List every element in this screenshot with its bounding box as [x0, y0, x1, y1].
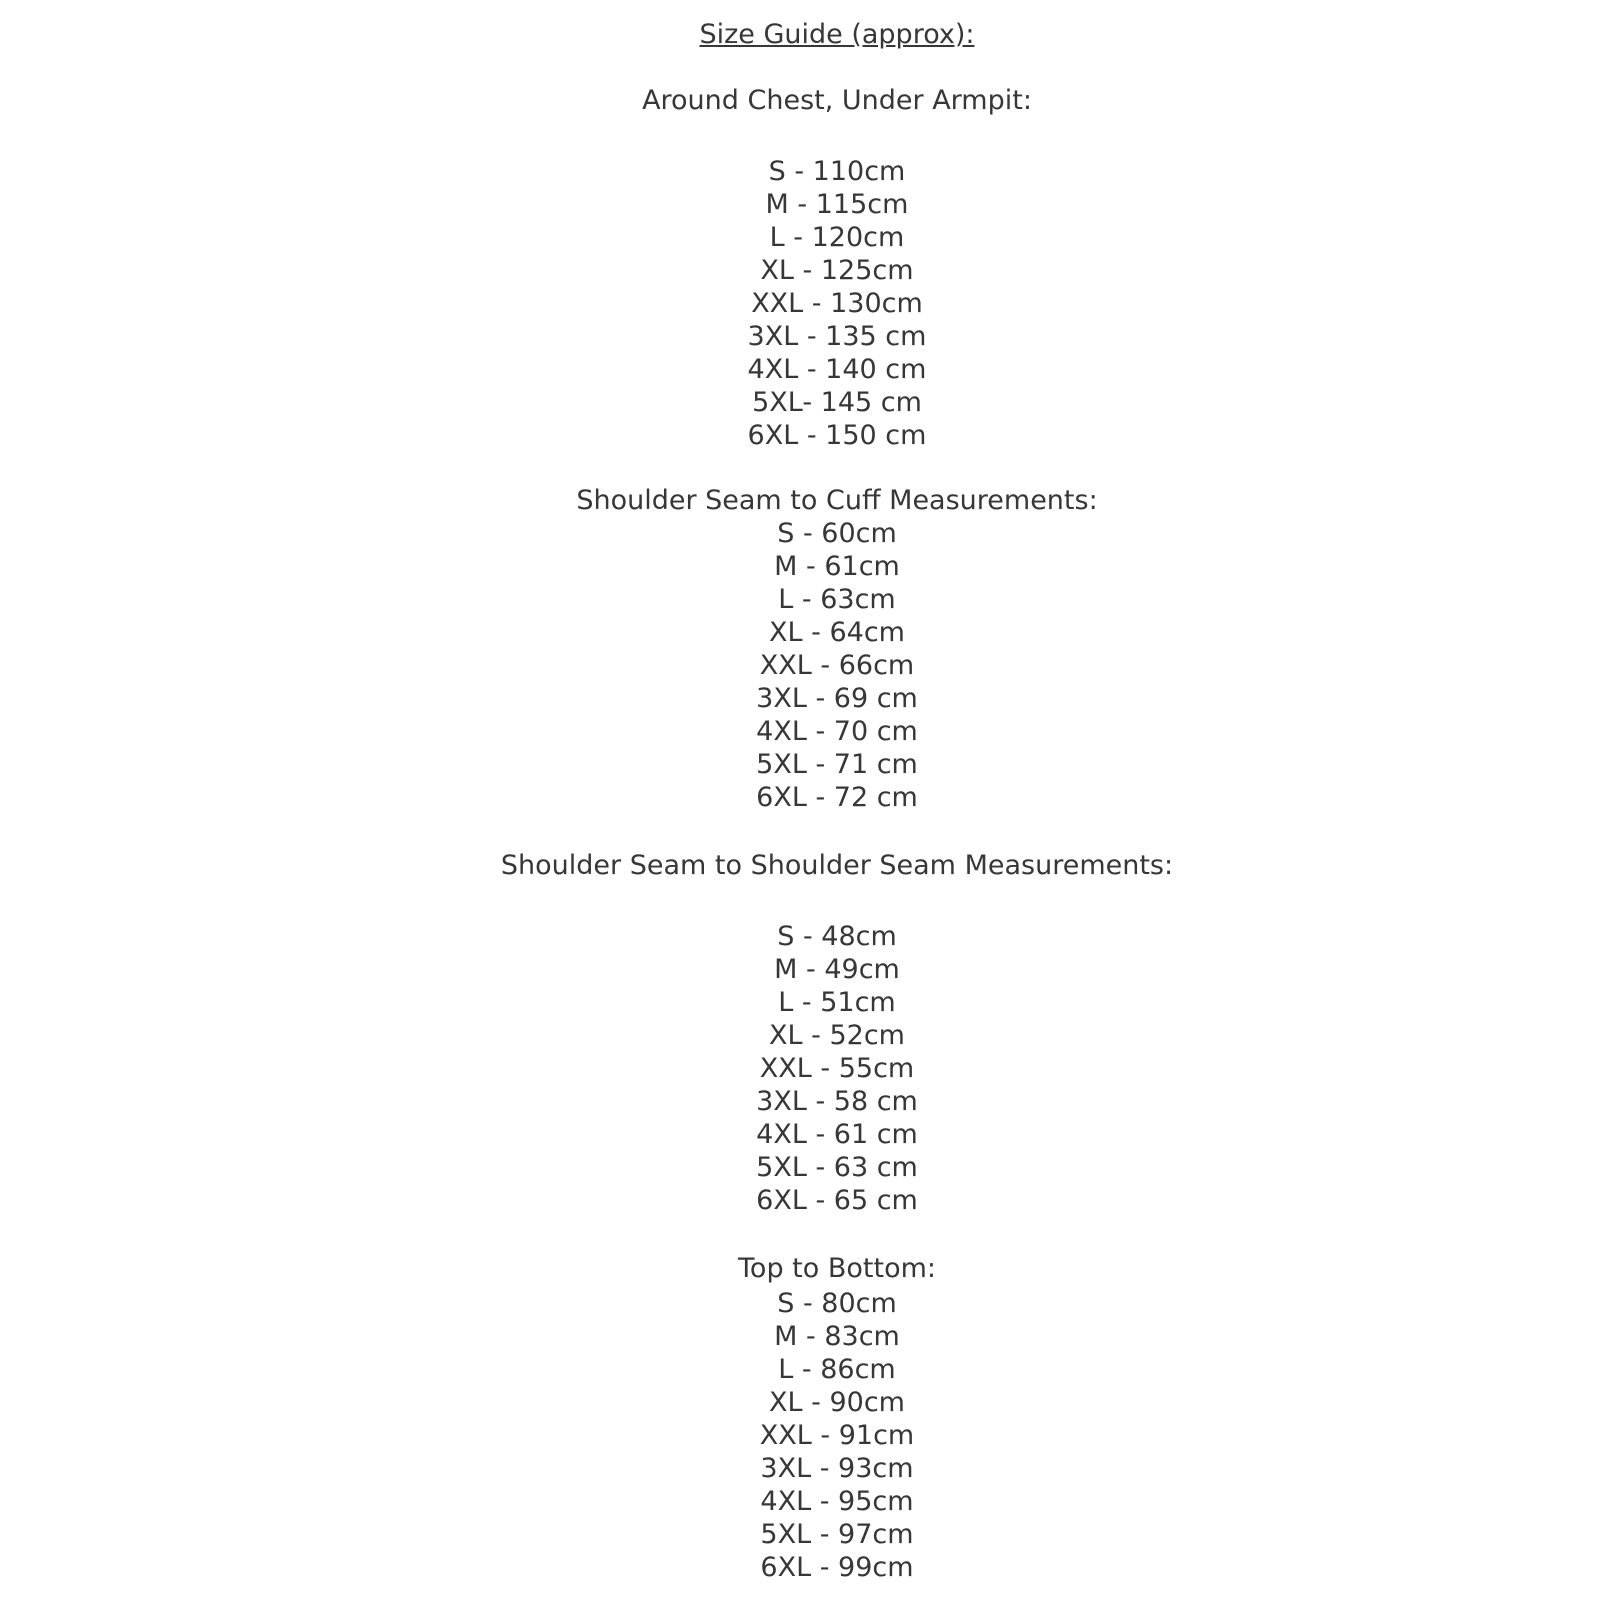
size-list-chest — [74, 155, 1600, 452]
section-heading-shoulder: Shoulder Seam to Shoulder Seam Measurements: — [500, 850, 1174, 881]
size-row: 5XL - 71 cm — [756, 749, 918, 780]
size-row: 3XL - 135 cm — [747, 321, 927, 352]
section-chest — [74, 84, 1600, 452]
size-row: XXL - 91cm — [759, 1420, 915, 1451]
size-row: XL - 64cm — [769, 617, 905, 648]
section-shoulder — [74, 849, 1600, 1217]
size-row: M - 49cm — [774, 954, 900, 985]
size-row: L - 120cm — [769, 222, 905, 253]
size-row: 5XL - 63 cm — [756, 1152, 918, 1183]
size-row: XL - 90cm — [769, 1387, 905, 1418]
size-row: L - 63cm — [778, 584, 896, 615]
size-row: XXL - 55cm — [759, 1053, 915, 1084]
size-row: 3XL - 93cm — [760, 1453, 914, 1484]
size-guide-document — [0, 18, 1600, 1600]
size-row: 3XL - 69 cm — [756, 683, 918, 714]
size-row: L - 51cm — [778, 987, 896, 1018]
size-row: 5XL- 145 cm — [752, 387, 922, 418]
size-row: S - 80cm — [777, 1288, 897, 1319]
page-title: Size Guide (approx): — [699, 19, 975, 50]
section-heading-chest: Around Chest, Under Armpit: — [642, 85, 1032, 116]
size-row: 6XL - 150 cm — [747, 420, 927, 451]
size-row: M - 61cm — [774, 551, 900, 582]
size-row: S - 110cm — [768, 156, 906, 187]
section-heading-length: Top to Bottom: — [738, 1253, 936, 1284]
size-row: S - 48cm — [777, 921, 897, 952]
size-row: XXL - 66cm — [759, 650, 915, 681]
size-list-cuff — [74, 517, 1600, 814]
size-row: 4XL - 61 cm — [756, 1119, 918, 1150]
size-row: XL - 125cm — [760, 255, 914, 286]
size-row: 4XL - 140 cm — [747, 354, 927, 385]
section-length — [74, 1252, 1600, 1584]
size-row: 6XL - 65 cm — [756, 1185, 918, 1216]
size-row: XXL - 130cm — [751, 288, 923, 319]
size-list-shoulder — [74, 920, 1600, 1217]
size-row: M - 83cm — [774, 1321, 900, 1352]
size-row: L - 86cm — [778, 1354, 896, 1385]
size-row: 5XL - 97cm — [760, 1519, 914, 1550]
size-row: 4XL - 70 cm — [756, 716, 918, 747]
size-list-length — [74, 1287, 1600, 1584]
section-heading-cuff: Shoulder Seam to Cuff Measurements: — [576, 485, 1098, 516]
size-row: M - 115cm — [765, 189, 909, 220]
size-row: 3XL - 58 cm — [756, 1086, 918, 1117]
size-row: XL - 52cm — [769, 1020, 905, 1051]
size-row: 6XL - 99cm — [760, 1552, 914, 1583]
size-row: 4XL - 95cm — [760, 1486, 914, 1517]
section-cuff — [74, 484, 1600, 814]
size-row: 6XL - 72 cm — [756, 782, 918, 813]
size-row: S - 60cm — [777, 518, 897, 549]
